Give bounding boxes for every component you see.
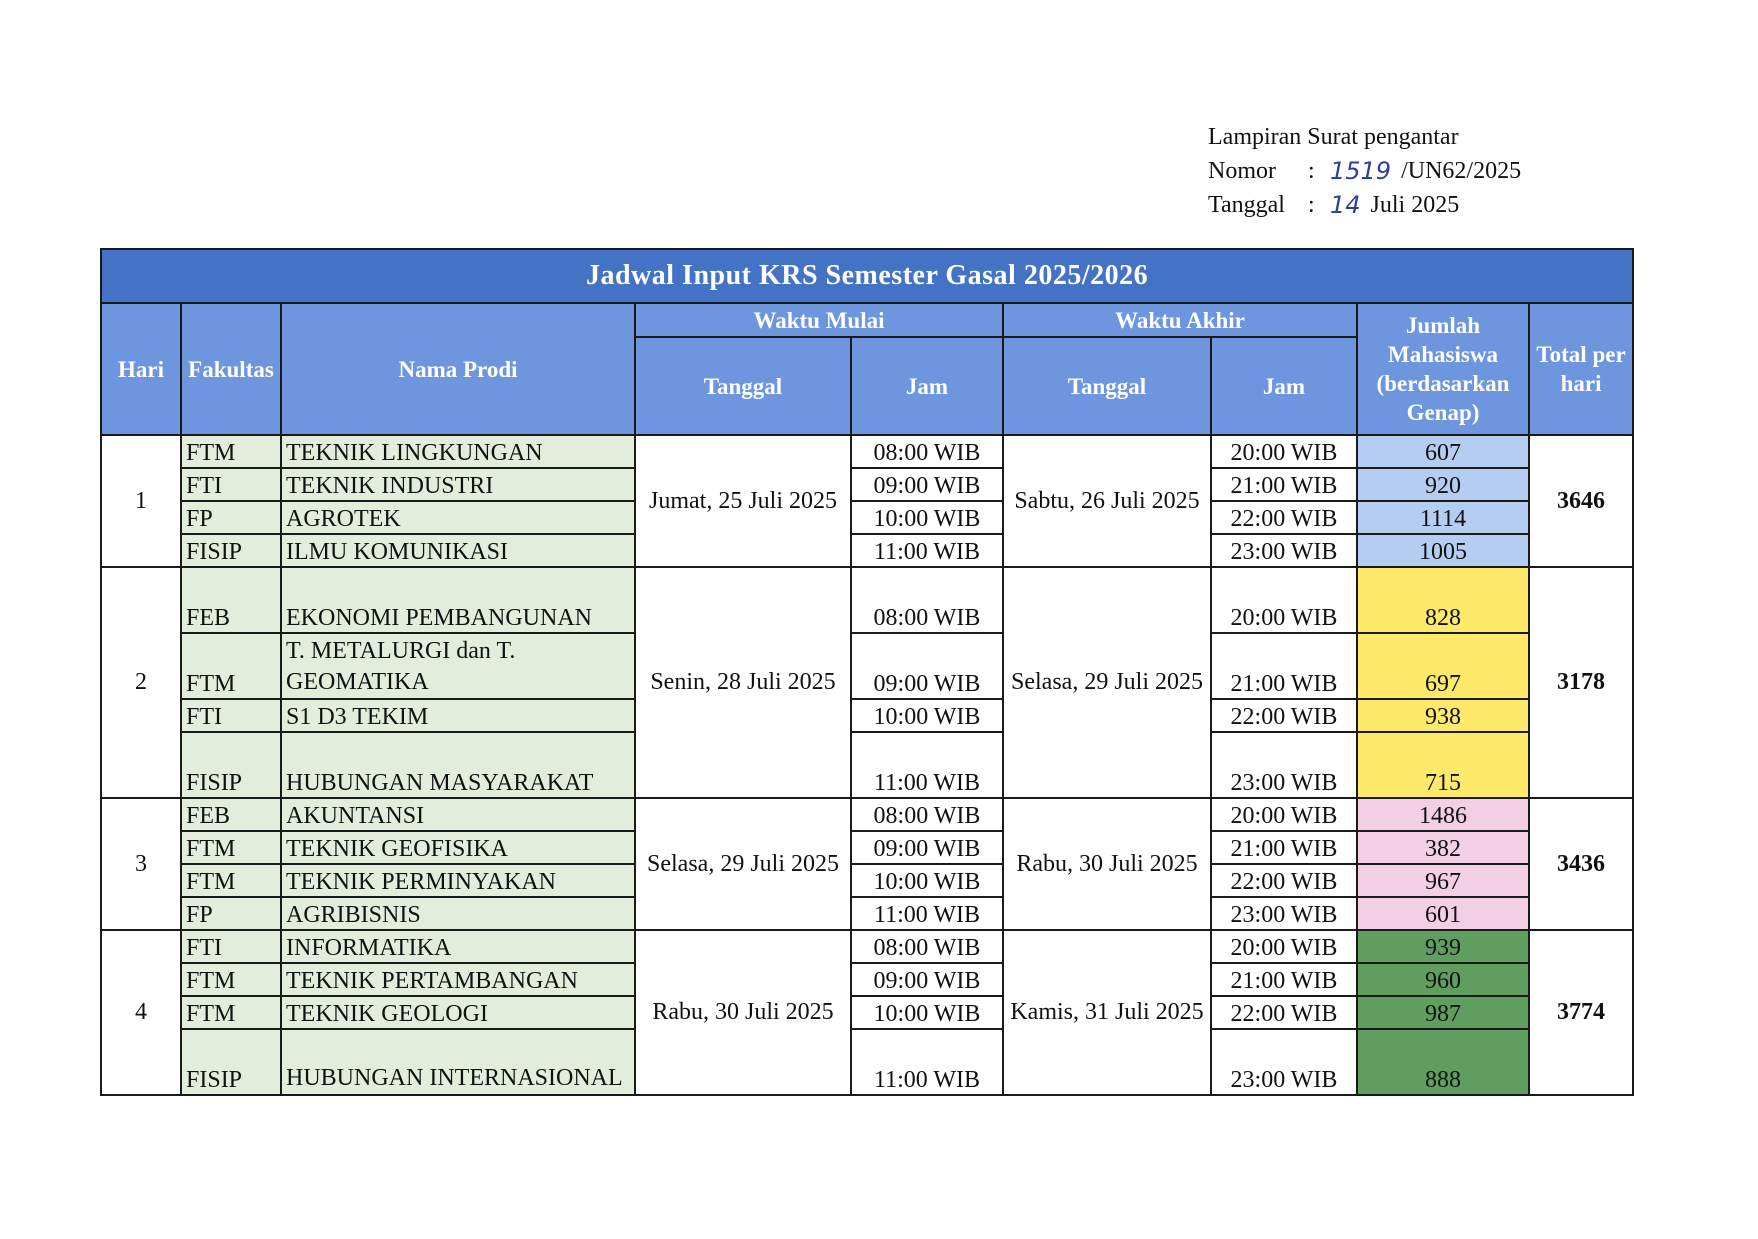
jam-mulai-cell: 08:00 WIB	[851, 567, 1003, 633]
fakultas-cell: FTM	[181, 963, 281, 996]
fakultas-cell: FTM	[181, 831, 281, 864]
jam-mulai-cell: 08:00 WIB	[851, 930, 1003, 963]
table-row	[101, 864, 1633, 897]
hari-cell: 2	[101, 567, 181, 798]
jam-akhir-cell: 22:00 WIB	[1211, 501, 1357, 534]
akhir-tanggal-cell: Selasa, 29 Juli 2025	[1003, 567, 1211, 798]
jumlah-cell: 697	[1357, 633, 1529, 699]
jumlah-cell: 601	[1357, 897, 1529, 930]
header-mulai-tanggal: Tanggal	[635, 337, 851, 435]
jam-mulai-cell: 08:00 WIB	[851, 435, 1003, 468]
prodi-cell: AGROTEK	[281, 501, 635, 534]
jam-mulai-cell: 11:00 WIB	[851, 534, 1003, 567]
jam-akhir-cell: 22:00 WIB	[1211, 996, 1357, 1029]
jam-akhir-cell: 22:00 WIB	[1211, 699, 1357, 732]
table-row	[101, 831, 1633, 864]
jam-mulai-cell: 11:00 WIB	[851, 732, 1003, 798]
header-hari: Hari	[101, 303, 181, 435]
hari-cell: 1	[101, 435, 181, 567]
total-cell: 3178	[1529, 567, 1633, 798]
jam-akhir-cell: 22:00 WIB	[1211, 864, 1357, 897]
nomor-colon: :	[1308, 158, 1315, 184]
jumlah-cell: 1486	[1357, 798, 1529, 831]
letterhead-title: Lampiran Surat pengantar	[1208, 124, 1459, 150]
table-row	[101, 897, 1633, 930]
jam-mulai-cell: 11:00 WIB	[851, 1029, 1003, 1095]
nomor-suffix: /UN62/2025	[1401, 158, 1522, 184]
table-row	[101, 930, 1633, 963]
jam-akhir-cell: 20:00 WIB	[1211, 930, 1357, 963]
jam-mulai-cell: 10:00 WIB	[851, 501, 1003, 534]
header-waktu-mulai: Waktu Mulai	[635, 303, 1003, 337]
jumlah-cell: 828	[1357, 567, 1529, 633]
jam-akhir-cell: 23:00 WIB	[1211, 1029, 1357, 1095]
jam-mulai-cell: 08:00 WIB	[851, 798, 1003, 831]
jam-mulai-cell: 09:00 WIB	[851, 468, 1003, 501]
table-row	[101, 534, 1633, 567]
jumlah-cell: 938	[1357, 699, 1529, 732]
jumlah-cell: 920	[1357, 468, 1529, 501]
table-row	[101, 435, 1633, 468]
header-waktu-akhir: Waktu Akhir	[1003, 303, 1357, 337]
table-row	[101, 798, 1633, 831]
fakultas-cell: FTI	[181, 699, 281, 732]
prodi-cell: AKUNTANSI	[281, 798, 635, 831]
tanggal-suffix: Juli 2025	[1370, 192, 1460, 218]
jam-akhir-cell: 23:00 WIB	[1211, 897, 1357, 930]
header-fakultas: Fakultas	[181, 303, 281, 435]
jam-akhir-cell: 21:00 WIB	[1211, 468, 1357, 501]
hari-cell: 4	[101, 930, 181, 1095]
prodi-cell: TEKNIK PERTAMBANGAN	[281, 963, 635, 996]
header-jumlah-mahasiswa: Jumlah Mahasiswa (berdasarkan Genap)	[1357, 303, 1529, 435]
akhir-tanggal-cell: Sabtu, 26 Juli 2025	[1003, 435, 1211, 567]
table-row	[101, 468, 1633, 501]
header-nama-prodi: Nama Prodi	[281, 303, 635, 435]
prodi-cell: TEKNIK INDUSTRI	[281, 468, 635, 501]
jam-akhir-cell: 21:00 WIB	[1211, 633, 1357, 699]
jam-mulai-cell: 09:00 WIB	[851, 831, 1003, 864]
jam-akhir-cell: 23:00 WIB	[1211, 534, 1357, 567]
mulai-tanggal-cell: Senin, 28 Juli 2025	[635, 567, 851, 798]
table-row	[101, 996, 1633, 1029]
jam-mulai-cell: 10:00 WIB	[851, 699, 1003, 732]
prodi-cell: TEKNIK LINGKUNGAN	[281, 435, 635, 468]
table-row	[101, 501, 1633, 534]
jam-akhir-cell: 20:00 WIB	[1211, 435, 1357, 468]
total-cell: 3774	[1529, 930, 1633, 1095]
header-akhir-tanggal: Tanggal	[1003, 337, 1211, 435]
total-cell: 3646	[1529, 435, 1633, 567]
tanggal-label: Tanggal	[1208, 192, 1285, 218]
akhir-tanggal-cell: Rabu, 30 Juli 2025	[1003, 798, 1211, 930]
total-cell: 3436	[1529, 798, 1633, 930]
prodi-cell: TEKNIK GEOLOGI	[281, 996, 635, 1029]
jam-akhir-cell: 20:00 WIB	[1211, 798, 1357, 831]
fakultas-cell: FTI	[181, 468, 281, 501]
header-mulai-jam: Jam	[851, 337, 1003, 435]
letterhead-nomor	[1208, 154, 1521, 188]
jam-akhir-cell: 21:00 WIB	[1211, 963, 1357, 996]
jam-mulai-cell: 10:00 WIB	[851, 864, 1003, 897]
table-row	[101, 699, 1633, 732]
table-row	[101, 963, 1633, 996]
fakultas-cell: FISIP	[181, 534, 281, 567]
prodi-cell: TEKNIK PERMINYAKAN	[281, 864, 635, 897]
fakultas-cell: FEB	[181, 798, 281, 831]
letterhead-tanggal	[1208, 188, 1521, 222]
mulai-tanggal-cell: Jumat, 25 Juli 2025	[635, 435, 851, 567]
prodi-cell: TEKNIK GEOFISIKA	[281, 831, 635, 864]
table-title: Jadwal Input KRS Semester Gasal 2025/2026	[101, 249, 1633, 303]
jumlah-cell: 967	[1357, 864, 1529, 897]
jam-akhir-cell: 23:00 WIB	[1211, 732, 1357, 798]
mulai-tanggal-cell: Rabu, 30 Juli 2025	[635, 930, 851, 1095]
jumlah-cell: 1114	[1357, 501, 1529, 534]
prodi-cell: S1 D3 TEKIM	[281, 699, 635, 732]
jumlah-cell: 1005	[1357, 534, 1529, 567]
jumlah-cell: 382	[1357, 831, 1529, 864]
fakultas-cell: FISIP	[181, 732, 281, 798]
jumlah-cell: 607	[1357, 435, 1529, 468]
fakultas-cell: FISIP	[181, 1029, 281, 1095]
table-row	[101, 1029, 1633, 1095]
fakultas-cell: FTM	[181, 435, 281, 468]
schedule-table	[100, 248, 1634, 1096]
prodi-cell: HUBUNGAN MASYARAKAT	[281, 732, 635, 798]
prodi-cell: AGRIBISNIS	[281, 897, 635, 930]
letterhead-line1	[1208, 120, 1521, 154]
fakultas-cell: FTI	[181, 930, 281, 963]
nomor-handwritten: 1519	[1330, 157, 1392, 185]
fakultas-cell: FTM	[181, 996, 281, 1029]
jam-mulai-cell: 09:00 WIB	[851, 963, 1003, 996]
akhir-tanggal-cell: Kamis, 31 Juli 2025	[1003, 930, 1211, 1095]
header-akhir-jam: Jam	[1211, 337, 1357, 435]
fakultas-cell: FTM	[181, 864, 281, 897]
jumlah-cell: 960	[1357, 963, 1529, 996]
prodi-cell: T. METALURGI dan T. GEOMATIKA	[281, 633, 635, 699]
jam-akhir-cell: 20:00 WIB	[1211, 567, 1357, 633]
prodi-cell: EKONOMI PEMBANGUNAN	[281, 567, 635, 633]
table-row	[101, 567, 1633, 633]
prodi-cell: HUBUNGAN INTERNASIONAL	[281, 1029, 635, 1095]
fakultas-cell: FEB	[181, 567, 281, 633]
jumlah-cell: 987	[1357, 996, 1529, 1029]
nomor-label: Nomor	[1208, 158, 1276, 184]
jumlah-cell: 939	[1357, 930, 1529, 963]
tanggal-handwritten: 14	[1330, 191, 1361, 219]
letterhead	[1208, 120, 1521, 222]
header-total-per-hari: Total per hari	[1529, 303, 1633, 435]
mulai-tanggal-cell: Selasa, 29 Juli 2025	[635, 798, 851, 930]
fakultas-cell: FP	[181, 501, 281, 534]
fakultas-cell: FP	[181, 897, 281, 930]
jam-mulai-cell: 10:00 WIB	[851, 996, 1003, 1029]
table-row	[101, 633, 1633, 699]
hari-cell: 3	[101, 798, 181, 930]
jam-akhir-cell: 21:00 WIB	[1211, 831, 1357, 864]
jumlah-cell: 715	[1357, 732, 1529, 798]
table-row	[101, 732, 1633, 798]
jam-mulai-cell: 11:00 WIB	[851, 897, 1003, 930]
tanggal-colon: :	[1308, 192, 1315, 218]
jam-mulai-cell: 09:00 WIB	[851, 633, 1003, 699]
fakultas-cell: FTM	[181, 633, 281, 699]
prodi-cell: ILMU KOMUNIKASI	[281, 534, 635, 567]
prodi-cell: INFORMATIKA	[281, 930, 635, 963]
jumlah-cell: 888	[1357, 1029, 1529, 1095]
